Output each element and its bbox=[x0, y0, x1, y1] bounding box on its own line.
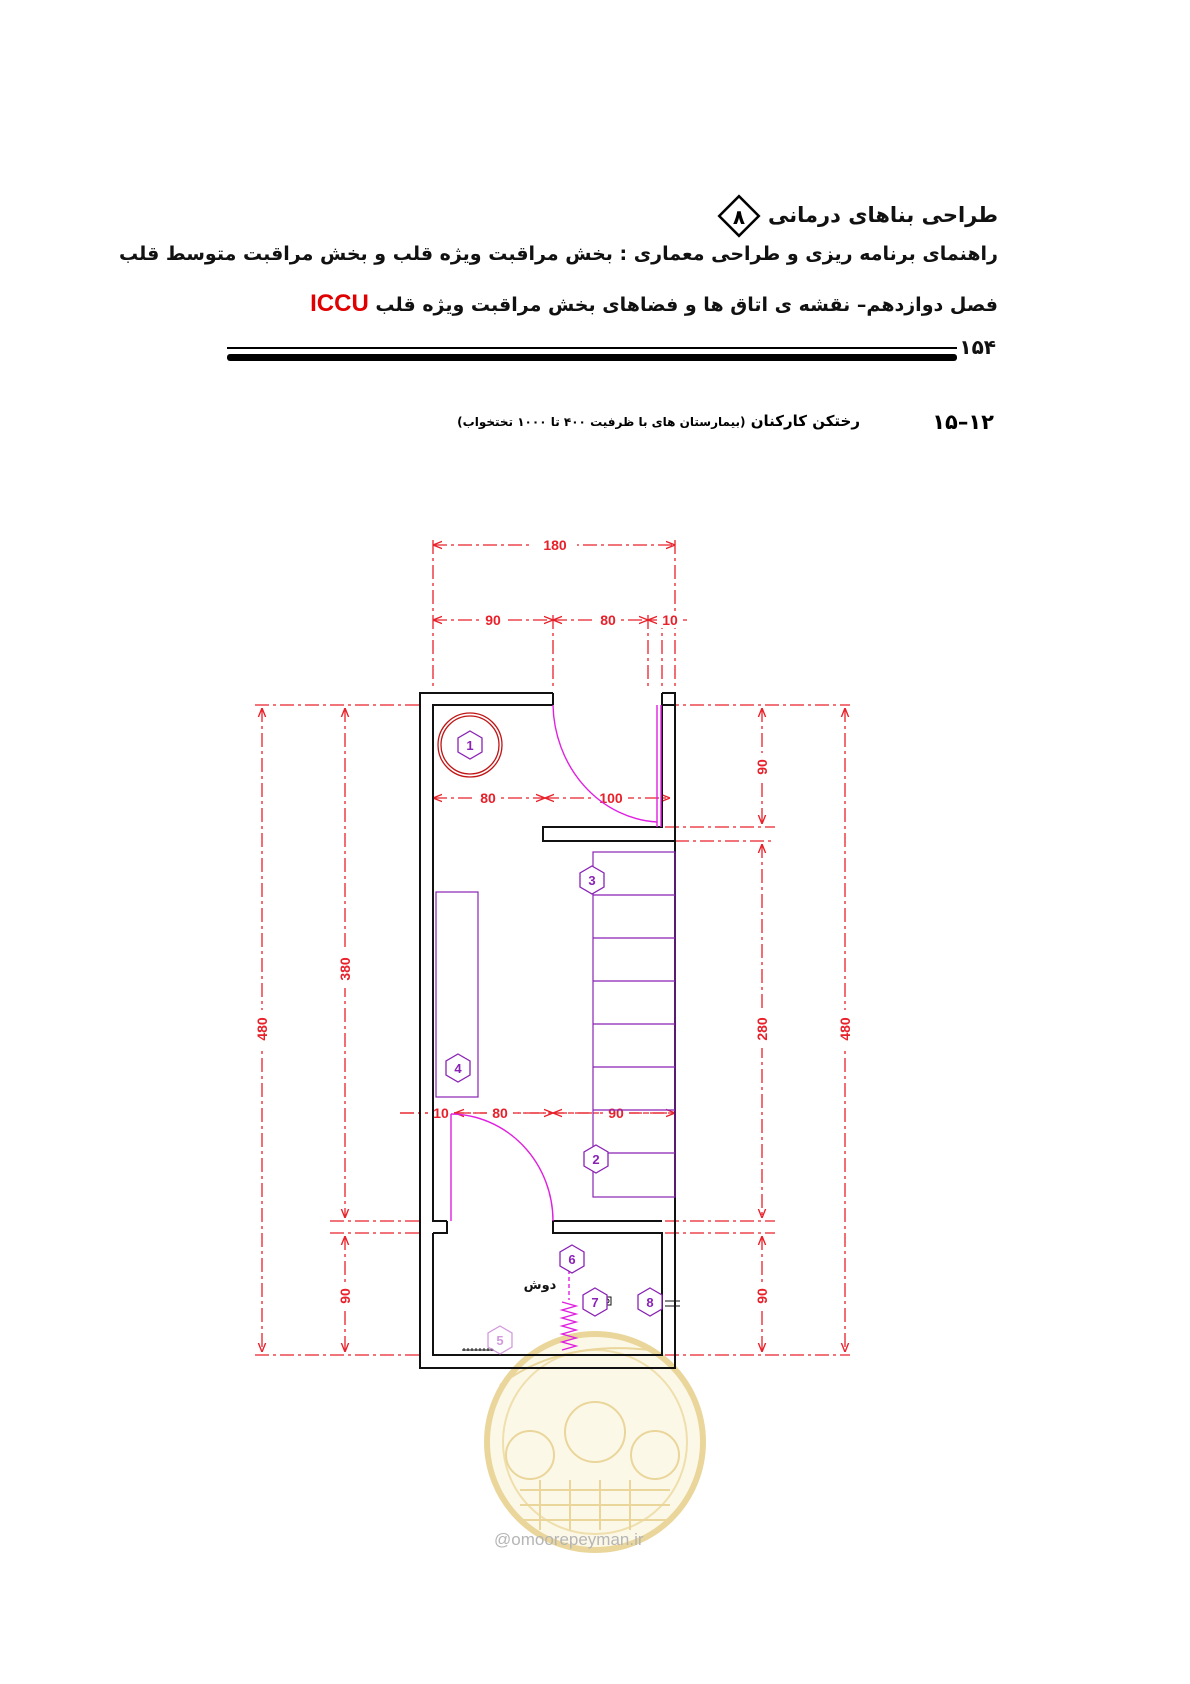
dim-right-90-top: 90 bbox=[754, 759, 770, 775]
chapter-acronym: ICCU bbox=[310, 290, 369, 317]
svg-text:7: 7 bbox=[591, 1295, 599, 1310]
book-subtitle: راهنمای برنامه ریزی و طراحی معماری : بخش مراقبت ویژه قلب و بخش مراقبت متوسط قلب bbox=[118, 243, 998, 265]
dim-right-280: 280 bbox=[754, 1017, 770, 1041]
figure-caption-text: رختکن کارکنان bbox=[750, 412, 860, 430]
marker-4 bbox=[446, 1054, 470, 1082]
watermark-url: @omoorepeyman.ir bbox=[494, 1530, 644, 1549]
svg-text:6: 6 bbox=[568, 1252, 576, 1267]
dim-total-width: 180 bbox=[543, 537, 567, 553]
dim-left-480: 480 bbox=[254, 1017, 270, 1041]
locker-bank bbox=[593, 852, 675, 1197]
dim-mid-100: 100 bbox=[599, 790, 623, 806]
dim-lower-10: 10 bbox=[433, 1105, 449, 1121]
marker-5 bbox=[488, 1326, 512, 1354]
svg-text:5: 5 bbox=[496, 1333, 504, 1348]
marker-8 bbox=[638, 1288, 662, 1316]
svg-text:4: 4 bbox=[454, 1061, 462, 1076]
dim-lower-90: 90 bbox=[608, 1105, 624, 1121]
figure-caption-note: (بیمارستان های با ظرفیت ۴۰۰ تا ۱۰۰۰ تختخواب) bbox=[457, 415, 746, 429]
svg-text:2: 2 bbox=[592, 1152, 600, 1167]
dim-mid-80: 80 bbox=[480, 790, 496, 806]
shower-label: دوش bbox=[523, 1278, 557, 1293]
doors bbox=[451, 705, 661, 1221]
marker-1 bbox=[458, 731, 482, 759]
dim-right-90-bottom: 90 bbox=[754, 1288, 770, 1304]
dim-lower-80: 80 bbox=[492, 1105, 508, 1121]
page-number: ۱۵۴ bbox=[959, 335, 996, 359]
figure-number: ۱۵–۱۲ bbox=[932, 410, 994, 434]
marker-3 bbox=[580, 866, 604, 894]
badge-number: ۸ bbox=[732, 205, 745, 229]
watermark-seal bbox=[487, 1334, 703, 1550]
dim-top-90: 90 bbox=[485, 612, 501, 628]
svg-text:3: 3 bbox=[588, 873, 596, 888]
marker-2 bbox=[584, 1145, 608, 1173]
walls bbox=[420, 693, 675, 1368]
marker-6 bbox=[560, 1245, 584, 1273]
marker-7 bbox=[583, 1288, 607, 1316]
title-text: طراحی بناهای درمانی bbox=[768, 203, 998, 227]
chapter-title-text: فصل دوازدهم– نقشه ی اتاق ها و فضاهای بخش مراقبت ویژه قلب bbox=[375, 294, 998, 316]
wall-fixture bbox=[665, 1301, 680, 1306]
svg-text:1: 1 bbox=[466, 738, 474, 753]
dim-top-80: 80 bbox=[600, 612, 616, 628]
dim-left-380: 380 bbox=[337, 957, 353, 981]
dim-left-90: 90 bbox=[337, 1288, 353, 1304]
svg-text:8: 8 bbox=[646, 1295, 654, 1310]
dim-top-10: 10 bbox=[662, 612, 678, 628]
dim-right-480: 480 bbox=[837, 1017, 853, 1041]
